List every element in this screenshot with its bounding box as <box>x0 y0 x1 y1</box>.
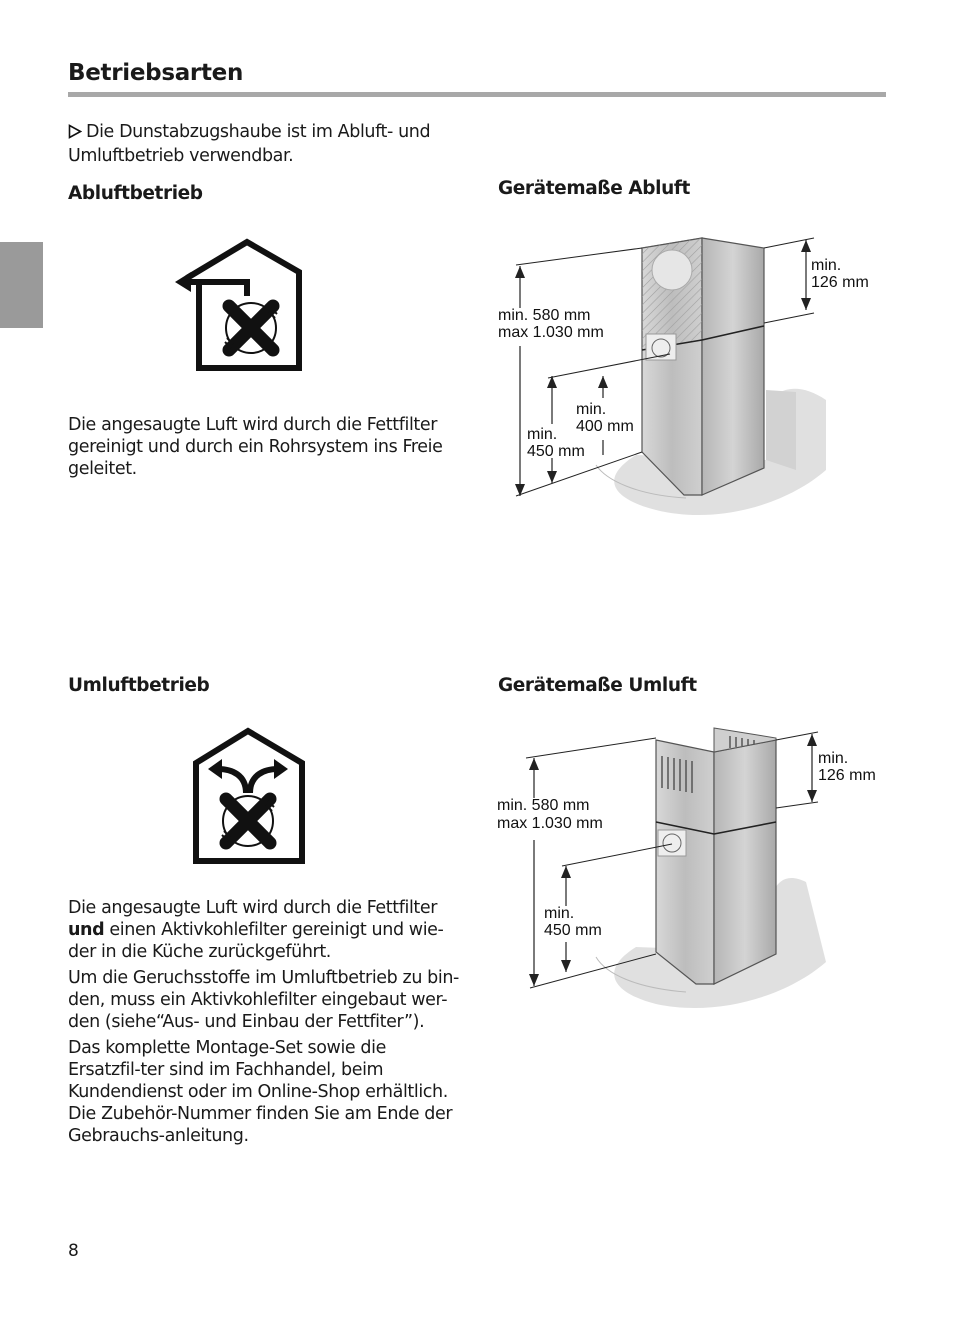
abluft-description: Die angesaugte Luft wird durch die Fettfilter gereinigt und durch ein Rohrsystem ins Freie geleitet. <box>68 415 443 479</box>
abluft-clear-label: min. <box>576 401 607 418</box>
umluft-p1-start: Die angesaugte Luft wird durch die Fettfilter <box>68 898 438 918</box>
title-rule <box>68 92 886 97</box>
intro-sentence: Die Dunstabzugshaube ist im Abluft- und Umluftbetrieb verwendbar. <box>68 122 431 166</box>
abluft-dimension-diagram <box>496 230 856 534</box>
umluft-top-min-value: 126 mm <box>818 767 876 784</box>
umluft-p1-end: einen Aktivkohlefilter gereinigt und wie-der in die Küche zurückgeführt. <box>68 920 444 962</box>
umluft-paragraph-3: Das komplette Montage-Set sowie die Ersatzfil-ter sind im Fachhandel, beim Kundendienst oder im Online-Shop erhältlich. Die Zubehör-Nummer finden Sie am Ende der Gebrauchs-anleitung. <box>68 1038 453 1146</box>
abluft-bottom-value: 450 mm <box>527 443 585 460</box>
umluft-paragraph-2: Um die Geruchsstoffe im Umluftbetrieb zu bin-den, muss ein Aktivkohlefilter eingebaut wer-den (siehe“Aus- und Einbau der Fettfiter”). <box>68 968 459 1032</box>
umluft-heading: Umluftbetrieb <box>68 675 210 696</box>
intro-text <box>68 121 468 167</box>
abluft-height-min: min. 580 mm <box>498 307 591 324</box>
page-number: 8 <box>68 1241 79 1261</box>
umluft-height-max: max 1.030 mm <box>497 815 603 832</box>
umluft-top-min-label: min. <box>818 750 849 767</box>
triangle-right-outline-icon <box>68 123 86 145</box>
umluft-bottom-value: 450 mm <box>544 922 602 939</box>
abluft-heading: Abluftbetrieb <box>68 183 203 204</box>
umluft-description <box>68 897 463 1147</box>
umluft-dimension-diagram <box>496 722 856 1026</box>
chapter-tab <box>0 242 43 328</box>
page-title: Betriebsarten <box>68 60 244 86</box>
abluft-top-min-label: min. <box>811 257 842 274</box>
umluft-p1-bold: und <box>68 920 105 940</box>
umluft-paragraph-1 <box>68 897 463 963</box>
house-recirculation-air-icon <box>192 727 306 869</box>
umluft-dims-heading: Gerätemaße Umluft <box>498 675 697 696</box>
abluft-dims-heading: Gerätemaße Abluft <box>498 178 690 199</box>
umluft-height-min: min. 580 mm <box>497 797 590 814</box>
abluft-height-max: max 1.030 mm <box>498 324 604 341</box>
abluft-bottom-label: min. <box>527 426 558 443</box>
umluft-bottom-label: min. <box>544 905 575 922</box>
abluft-clear-value: 400 mm <box>576 418 634 435</box>
house-exhaust-air-icon <box>171 236 307 380</box>
abluft-top-min-value: 126 mm <box>811 274 869 291</box>
